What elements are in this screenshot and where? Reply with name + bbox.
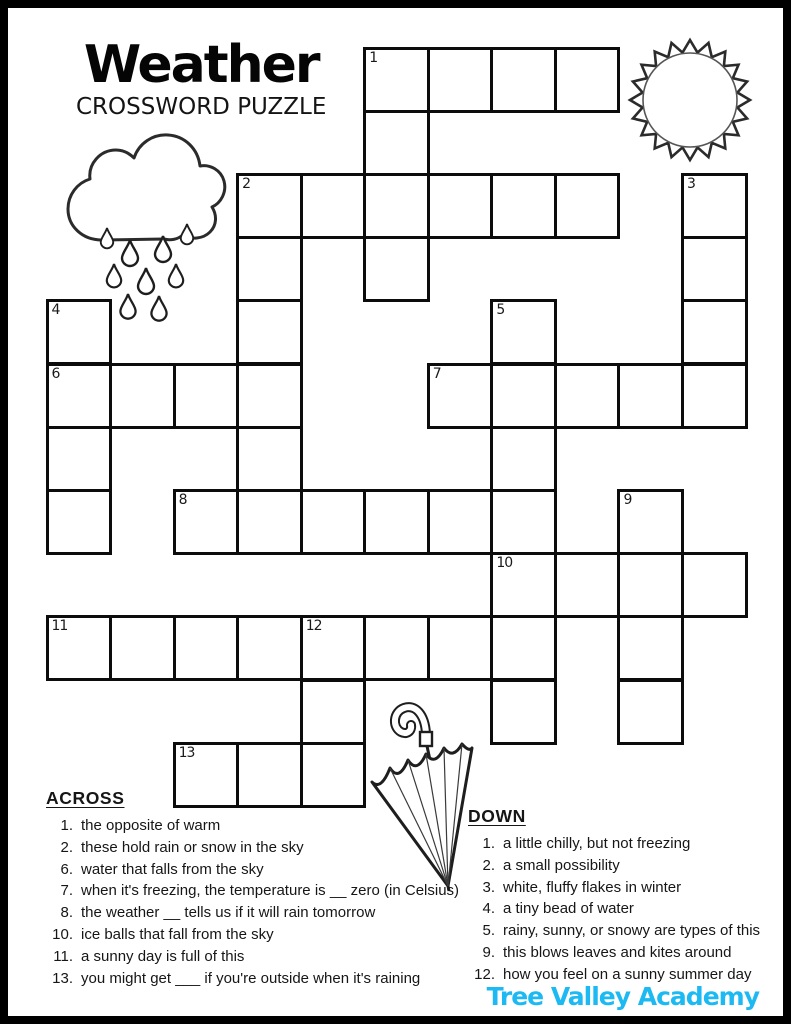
page-subtitle: CROSSWORD PUZZLE: [76, 93, 327, 120]
grid-cell[interactable]: [236, 363, 303, 429]
grid-cell[interactable]: [427, 47, 494, 113]
cell-number: 6: [51, 365, 60, 382]
grid-cell[interactable]: [236, 489, 303, 555]
grid-cell[interactable]: [490, 299, 557, 365]
clue-number: 2.: [60, 838, 73, 856]
grid-cell[interactable]: [617, 489, 684, 555]
grid-cell[interactable]: [109, 615, 176, 681]
clue-number: 3.: [482, 878, 495, 896]
grid-cell[interactable]: [300, 615, 367, 681]
grid-cell[interactable]: [46, 299, 113, 365]
grid-cell[interactable]: [617, 615, 684, 681]
grid-cell[interactable]: [236, 173, 303, 239]
clue-text: a sunny day is full of this: [81, 947, 245, 965]
grid-cell[interactable]: [173, 615, 240, 681]
grid-cell[interactable]: [300, 489, 367, 555]
grid-cell[interactable]: [490, 489, 557, 555]
grid-cell[interactable]: [681, 299, 748, 365]
clue-number: 1.: [482, 835, 495, 852]
grid-cell[interactable]: [46, 426, 113, 492]
clue-text: a small possibility: [503, 856, 620, 874]
grid-cell[interactable]: [490, 552, 557, 618]
clue-text: you might get ___ if you're outside when it's raining: [81, 969, 421, 987]
clue-text: this blows leaves and kites around: [503, 943, 732, 961]
clue-number: 4.: [482, 900, 495, 918]
clue-text: a little chilly, but not freezing: [503, 835, 691, 852]
grid-cell[interactable]: [681, 173, 748, 239]
cell-number: 1: [369, 49, 378, 66]
grid-cell[interactable]: [300, 742, 367, 808]
grid-cell[interactable]: [46, 363, 113, 429]
clue-number: 2.: [482, 856, 495, 874]
clue-text: a tiny bead of water: [503, 900, 634, 918]
clue-text: how you feel on a sunny summer day: [503, 965, 752, 983]
grid-cell[interactable]: [490, 363, 557, 429]
cell-number: 13: [178, 744, 195, 761]
grid-cell[interactable]: [46, 615, 113, 681]
grid-cell[interactable]: [300, 173, 367, 239]
grid-cell[interactable]: [236, 615, 303, 681]
grid-cell[interactable]: [427, 489, 494, 555]
grid-cell[interactable]: [617, 363, 684, 429]
clue-text: the opposite of warm: [81, 817, 221, 834]
grid-cell[interactable]: [554, 173, 621, 239]
grid-cell[interactable]: [617, 679, 684, 745]
cell-number: 5: [496, 302, 505, 319]
clue-number: 7.: [60, 882, 73, 900]
clue-text: the weather __ tells us if it will rain tomorrow: [81, 904, 376, 922]
cell-number: 11: [51, 618, 68, 635]
grid-cell[interactable]: [173, 742, 240, 808]
page-title: Weather: [83, 35, 319, 95]
clue-text: rainy, sunny, or snowy are types of this: [503, 922, 761, 940]
grid-cell[interactable]: [236, 236, 303, 302]
down-heading: DOWN: [468, 806, 526, 826]
cell-number: 4: [51, 302, 60, 319]
grid-cell[interactable]: [46, 489, 113, 555]
grid-cell[interactable]: [427, 615, 494, 681]
clue-number: 5.: [482, 922, 495, 940]
grid-cell[interactable]: [554, 552, 621, 618]
cell-number: 10: [496, 555, 513, 572]
cell-number: 2: [242, 175, 251, 192]
clue-text: these hold rain or snow in the sky: [81, 838, 304, 856]
grid-cell[interactable]: [363, 615, 430, 681]
grid-cell[interactable]: [554, 363, 621, 429]
grid-cell[interactable]: [173, 489, 240, 555]
cell-number: 9: [623, 491, 632, 508]
grid-cell[interactable]: [236, 742, 303, 808]
clue-number: 10.: [52, 925, 73, 943]
cell-number: 3: [687, 175, 695, 192]
grid-cell[interactable]: [490, 173, 557, 239]
grid-cell[interactable]: [554, 47, 621, 113]
clue-number: 1.: [60, 817, 73, 834]
clue-number: 11.: [53, 947, 73, 965]
grid-cell[interactable]: [490, 426, 557, 492]
grid-cell[interactable]: [236, 426, 303, 492]
cell-number: 7: [432, 365, 441, 382]
grid-cell[interactable]: [427, 363, 494, 429]
clue-text: ice balls that fall from the sky: [81, 925, 274, 943]
clue-number: 9.: [482, 943, 495, 961]
clue-number: 6.: [60, 860, 73, 878]
grid-cell[interactable]: [681, 363, 748, 429]
grid-cell[interactable]: [681, 552, 748, 618]
clue-number: 12.: [474, 965, 495, 983]
grid-cell[interactable]: [236, 299, 303, 365]
clue-text: white, fluffy flakes in winter: [503, 878, 682, 896]
across-heading: ACROSS: [46, 788, 125, 808]
grid-cell[interactable]: [490, 47, 557, 113]
grid-cell[interactable]: [300, 679, 367, 745]
grid-cell[interactable]: [363, 110, 430, 176]
grid-cell[interactable]: [363, 489, 430, 555]
grid-cell[interactable]: [427, 173, 494, 239]
grid-cell[interactable]: [363, 173, 430, 239]
grid-cell[interactable]: [490, 615, 557, 681]
cell-number: 12: [305, 618, 322, 635]
clue-number: 8.: [60, 904, 73, 922]
grid-cell[interactable]: [109, 363, 176, 429]
grid-cell[interactable]: [363, 47, 430, 113]
clue-number: 13.: [52, 969, 73, 987]
grid-cell[interactable]: [173, 363, 240, 429]
grid-cell[interactable]: [490, 679, 557, 745]
grid-cell[interactable]: [681, 236, 748, 302]
clue-text: water that falls from the sky: [81, 860, 264, 878]
brand-logo-text: Tree Valley Academy: [486, 982, 759, 1011]
grid-cell[interactable]: [617, 552, 684, 618]
clue-text: when it's freezing, the temperature is __ zero (in Celsius): [81, 882, 460, 900]
cell-number: 8: [178, 491, 187, 508]
grid-cell[interactable]: [363, 236, 430, 302]
